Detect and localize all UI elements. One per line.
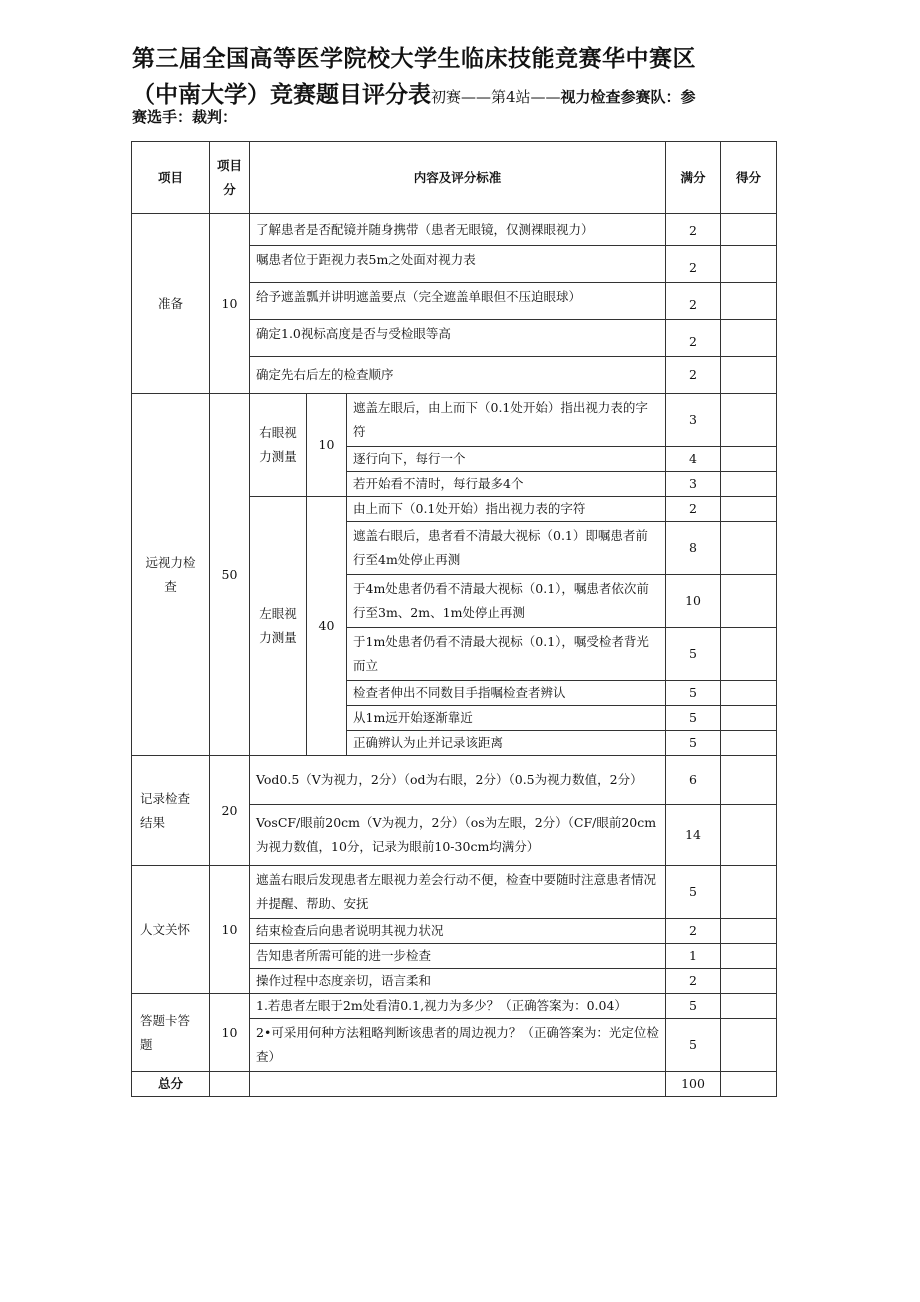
table-row (132, 994, 777, 1019)
total-score-input-cell[interactable] (721, 1072, 777, 1097)
score-input-cell[interactable] (721, 866, 777, 919)
section-humanity-score: 10 (210, 866, 250, 994)
criterion-text: 确定先右后左的检查顺序 (250, 357, 666, 394)
title-line-2 (132, 76, 696, 109)
header-got-score: 得分 (721, 142, 777, 214)
score-input-cell[interactable] (721, 214, 777, 246)
criterion-text: Vod0.5（V为视力，2分）（od为右眼，2分）（0.5为视力数值，2分） (250, 756, 666, 805)
section-answer-label: 答题卡答题 (132, 994, 210, 1072)
score-input-cell[interactable] (721, 681, 777, 706)
header-full-score: 满分 (666, 142, 721, 214)
total-row (132, 1072, 777, 1097)
criterion-text: 结束检查后向患者说明其视力状况 (250, 919, 666, 944)
score-input-cell[interactable] (721, 706, 777, 731)
score-input-cell[interactable] (721, 969, 777, 994)
score-input-cell[interactable] (721, 320, 777, 357)
header-item: 项目 (132, 142, 210, 214)
criterion-text: 2•可采用何种方法粗略判断该患者的周边视力？（正确答案为：光定位检查） (250, 1019, 666, 1072)
criterion-full: 2 (666, 320, 721, 357)
table-row (132, 866, 777, 919)
criterion-text: 操作过程中态度亲切，语言柔和 (250, 969, 666, 994)
score-input-cell[interactable] (721, 994, 777, 1019)
table-row (132, 756, 777, 805)
score-input-cell[interactable] (721, 447, 777, 472)
criterion-full: 6 (666, 756, 721, 805)
header-item-score: 项目分 (210, 142, 250, 214)
score-input-cell[interactable] (721, 919, 777, 944)
criterion-full: 2 (666, 214, 721, 246)
table-row (132, 214, 777, 246)
criterion-full: 2 (666, 283, 721, 320)
criterion-text: 了解患者是否配镜并随身携带（患者无眼镜，仅测裸眼视力） (250, 214, 666, 246)
score-input-cell[interactable] (721, 283, 777, 320)
criterion-full: 5 (666, 681, 721, 706)
criterion-full: 2 (666, 919, 721, 944)
criterion-full: 2 (666, 497, 721, 522)
score-input-cell[interactable] (721, 731, 777, 756)
criterion-full: 5 (666, 706, 721, 731)
section-prep-score: 10 (210, 214, 250, 394)
total-item-score-cell (210, 1072, 250, 1097)
score-input-cell[interactable] (721, 357, 777, 394)
criterion-text: 嘱患者位于距视力表5m之处面对视力表 (250, 246, 666, 283)
criterion-full: 3 (666, 394, 721, 447)
section-prep-label: 准备 (132, 214, 210, 394)
section-record-label: 记录检查结果 (132, 756, 210, 866)
score-input-cell[interactable] (721, 944, 777, 969)
score-input-cell[interactable] (721, 394, 777, 447)
header-content: 内容及评分标准 (250, 142, 666, 214)
criterion-full: 4 (666, 447, 721, 472)
subsection-left-eye-score: 40 (307, 497, 347, 756)
title-school: （中南大学）竞赛题目评分表 (132, 82, 431, 108)
score-input-cell[interactable] (721, 756, 777, 805)
criterion-text: 若开始看不清时，每行最多4个 (347, 472, 666, 497)
score-input-cell[interactable] (721, 522, 777, 575)
criterion-text: 由上而下（0.1处开始）指出视力表的字符 (347, 497, 666, 522)
title-line-1: 第三届全国高等医学院校大学生临床技能竞赛华中赛区 (132, 46, 696, 72)
criterion-text: 逐行向下，每行一个 (347, 447, 666, 472)
criterion-full: 2 (666, 969, 721, 994)
criterion-text: 从1m远开始逐渐靠近 (347, 706, 666, 731)
criterion-text: 给予遮盖瓢并讲明遮盖要点（完全遮盖单眼但不压迫眼球） (250, 283, 666, 320)
score-input-cell[interactable] (721, 1019, 777, 1072)
title-line-3: 赛选手：裁判： (132, 108, 238, 126)
score-table (131, 141, 777, 1097)
section-answer-score: 10 (210, 994, 250, 1072)
header-row (132, 142, 777, 214)
criterion-text: 遮盖右眼后发现患者左眼视力差会行动不便，检查中要随时注意患者情况并提醒、帮助、安抚 (250, 866, 666, 919)
section-humanity-label: 人文关怀 (132, 866, 210, 994)
criterion-full: 2 (666, 246, 721, 283)
subsection-left-eye-label: 左眼视力测量 (250, 497, 307, 756)
criterion-full: 5 (666, 731, 721, 756)
criterion-text: 确定1.0视标高度是否与受检眼等高 (250, 320, 666, 357)
score-input-cell[interactable] (721, 575, 777, 628)
total-full: 100 (666, 1072, 721, 1097)
criterion-full: 8 (666, 522, 721, 575)
score-input-cell[interactable] (721, 497, 777, 522)
total-content-cell (250, 1072, 666, 1097)
table-row (132, 394, 777, 447)
score-input-cell[interactable] (721, 246, 777, 283)
criterion-full: 2 (666, 357, 721, 394)
criterion-full: 5 (666, 866, 721, 919)
criterion-full: 10 (666, 575, 721, 628)
criterion-full: 5 (666, 994, 721, 1019)
subsection-right-eye-score: 10 (307, 394, 347, 497)
criterion-full: 3 (666, 472, 721, 497)
criterion-text: 检查者伸出不同数目手指嘱检查者辨认 (347, 681, 666, 706)
subsection-right-eye-label: 右眼视力测量 (250, 394, 307, 497)
section-record-score: 20 (210, 756, 250, 866)
title-round: 初赛——第4站—— (431, 88, 561, 106)
criterion-text: 1.若患者左眼于2m处看清0.1,视力为多少？（正确答案为：0.04） (250, 994, 666, 1019)
criterion-full: 5 (666, 628, 721, 681)
score-input-cell[interactable] (721, 628, 777, 681)
score-input-cell[interactable] (721, 805, 777, 866)
criterion-full: 14 (666, 805, 721, 866)
criterion-text: 于1m处患者仍看不清最大视标（0.1），嘱受检者背光而立 (347, 628, 666, 681)
criterion-text: 正确辨认为止并记录该距离 (347, 731, 666, 756)
criterion-text: VosCF/眼前20cm（V为视力，2分）（os为左眼，2分）（CF/眼前20cm为视力数值，10分，记录为眼前10-30cm均满分） (250, 805, 666, 866)
total-label: 总分 (132, 1072, 210, 1097)
title-station: 视力检查参赛队：参 (560, 88, 696, 106)
criterion-text: 遮盖右眼后，患者看不清最大视标（0.1）即嘱患者前行至4m处停止再测 (347, 522, 666, 575)
criterion-text: 遮盖左眼后，由上而下（0.1处开始）指出视力表的字符 (347, 394, 666, 447)
criterion-text: 于4m处患者仍看不清最大视标（0.1），嘱患者依次前行至3m、2m、1m处停止再测 (347, 575, 666, 628)
section-distance-score: 50 (210, 394, 250, 756)
criterion-text: 告知患者所需可能的进一步检查 (250, 944, 666, 969)
section-distance-label: 远视力检查 (132, 394, 210, 756)
criterion-full: 1 (666, 944, 721, 969)
score-input-cell[interactable] (721, 472, 777, 497)
criterion-full: 5 (666, 1019, 721, 1072)
